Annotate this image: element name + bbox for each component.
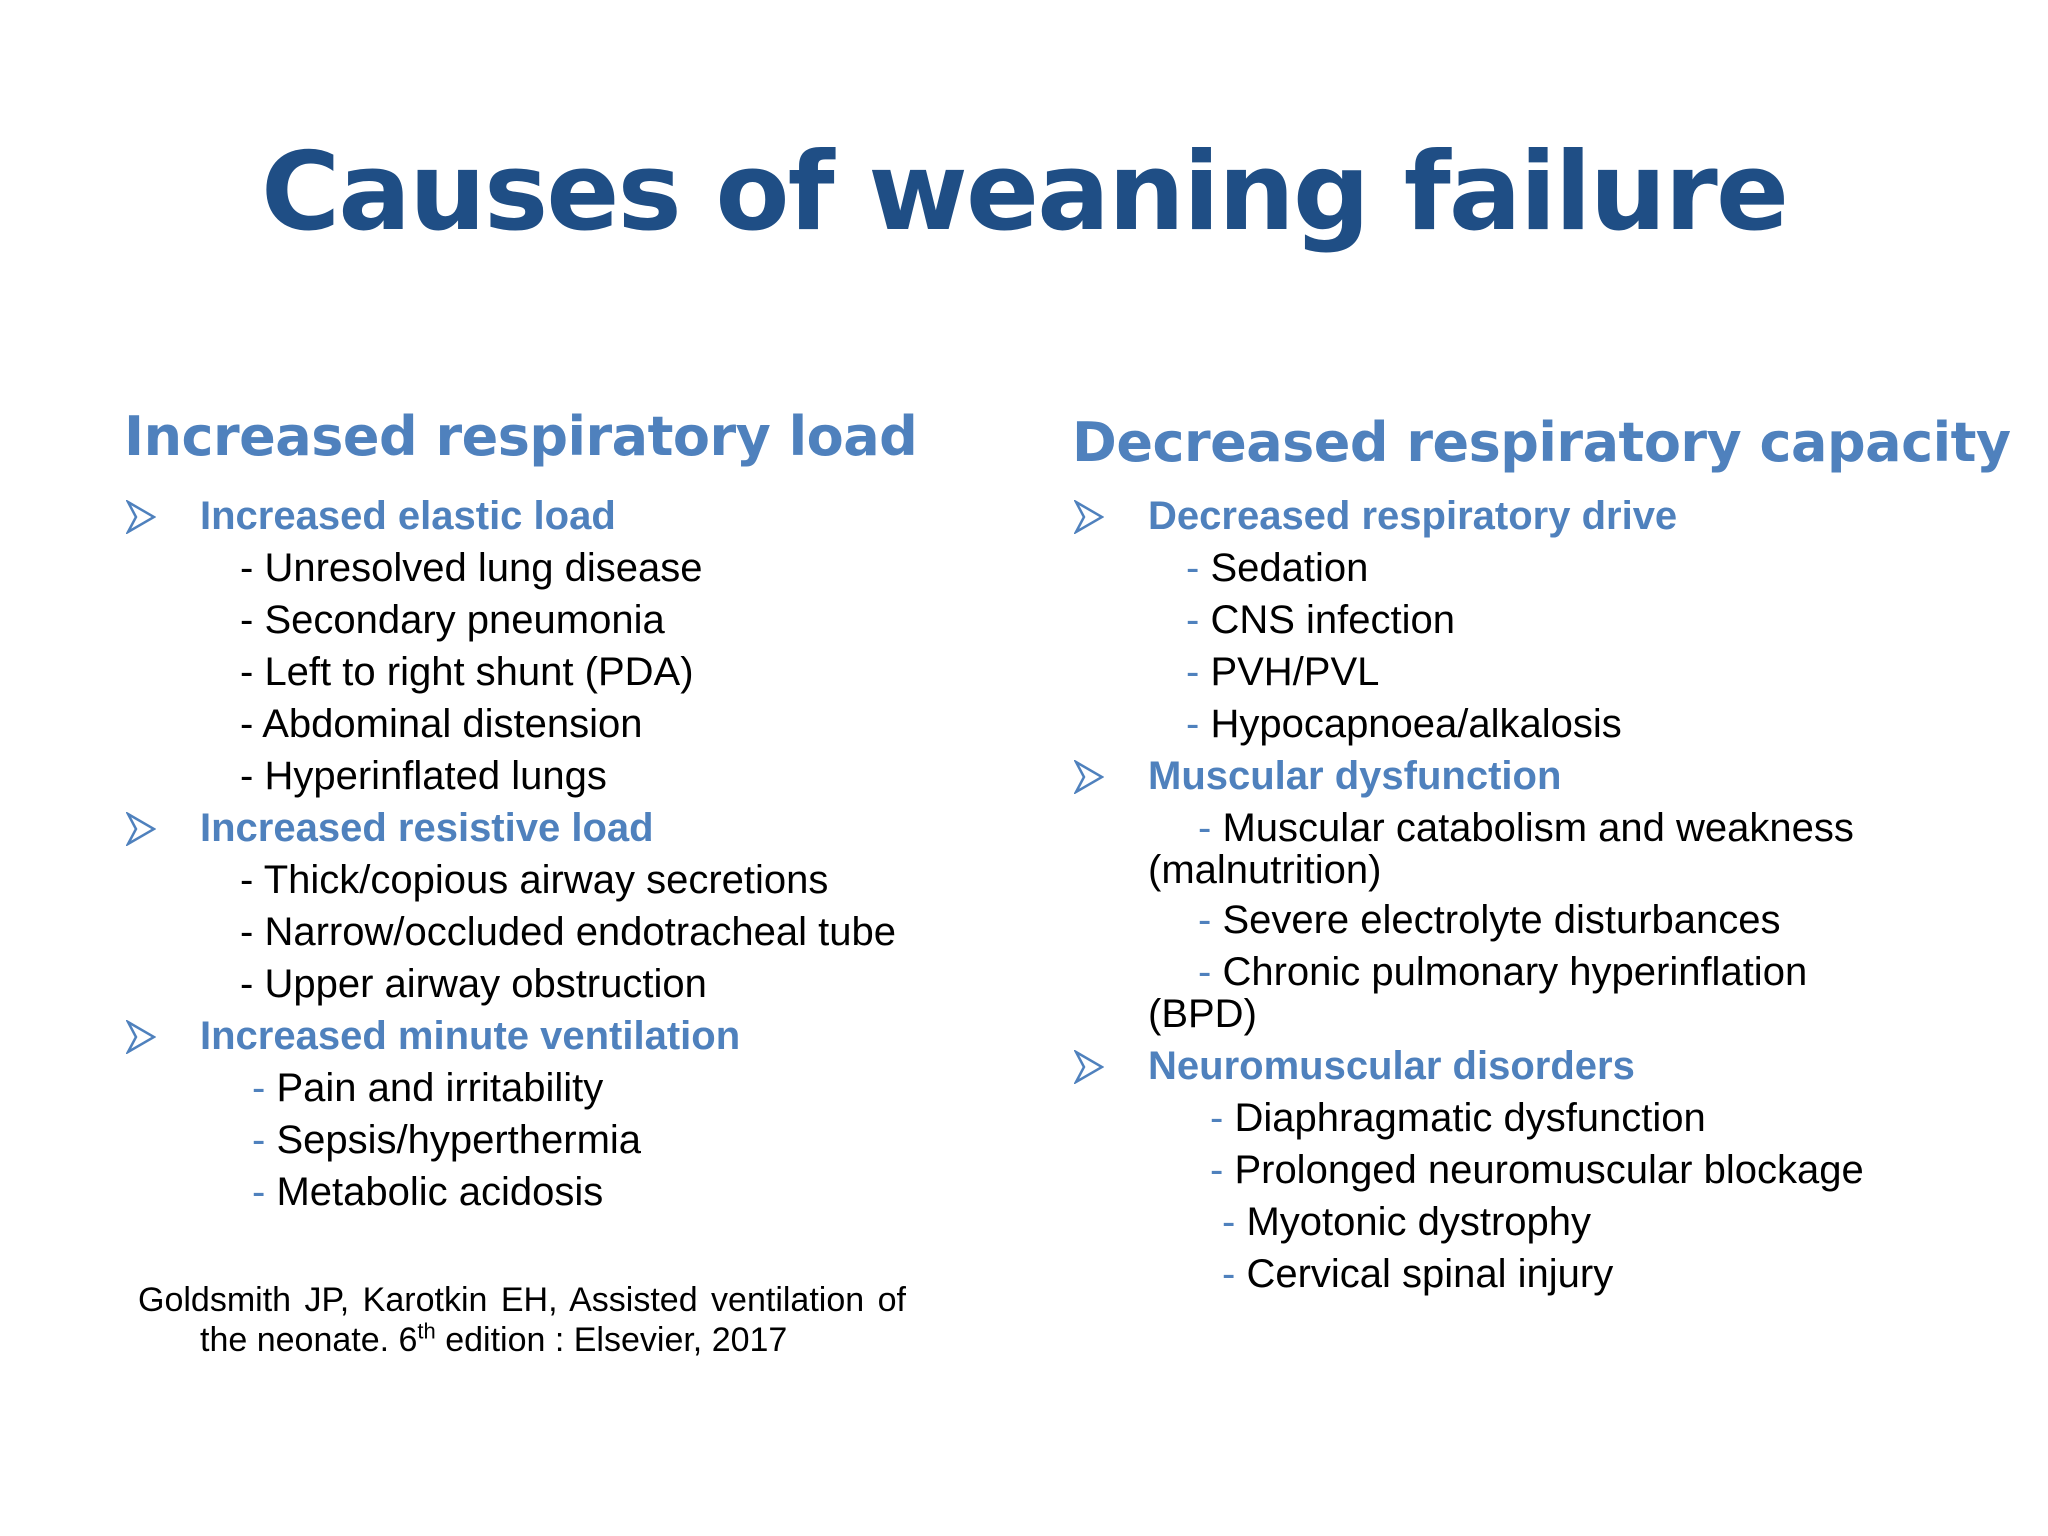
- left-section-3-label: Increased minute ventilation: [200, 1014, 741, 1058]
- right-section-1-item: - Sedation: [1186, 546, 1369, 590]
- right-section-1-item: - Hypocapnoea/alkalosis: [1186, 702, 1622, 746]
- citation-line-2: the neonate. 6th edition : Elsevier, 2017: [200, 1318, 788, 1359]
- right-section-3-label: Neuromuscular disorders: [1148, 1044, 1635, 1088]
- left-section-2-label: Increased resistive load: [200, 806, 654, 850]
- arrow-bullet-icon: [1074, 1050, 1104, 1084]
- right-section-2-item-continued: (BPD): [1148, 992, 1257, 1036]
- right-section-1-item: - CNS infection: [1186, 598, 1455, 642]
- left-section-3-item: - Sepsis/hyperthermia: [252, 1118, 642, 1162]
- right-section-2-item: - Severe electrolyte disturbances: [1198, 898, 1781, 942]
- slide-title: Causes of weaning failure: [260, 130, 1788, 255]
- left-section-1-item: - Left to right shunt (PDA): [240, 650, 694, 694]
- right-section-3-item: - Prolonged neuromuscular blockage: [1210, 1148, 1864, 1192]
- left-section-3-item: - Pain and irritability: [252, 1066, 604, 1110]
- left-section-3-item: - Metabolic acidosis: [252, 1170, 604, 1214]
- right-section-2-item: - Muscular catabolism and weakness: [1198, 806, 1854, 850]
- citation-line-1: Goldsmith JP, Karotkin EH, Assisted ventilation of: [138, 1281, 906, 1319]
- arrow-bullet-icon: [126, 812, 156, 846]
- left-section-2-item: - Upper airway obstruction: [240, 962, 707, 1006]
- right-column-heading: Decreased respiratory capacity: [1072, 411, 2011, 474]
- right-section-3-item: - Myotonic dystrophy: [1222, 1200, 1592, 1244]
- right-section-3-item: - Diaphragmatic dysfunction: [1210, 1096, 1706, 1140]
- left-section-1-item: - Abdominal distension: [240, 702, 643, 746]
- right-section-2-label: Muscular dysfunction: [1148, 754, 1562, 798]
- left-column-heading: Increased respiratory load: [124, 405, 918, 468]
- left-section-2-item: - Narrow/occluded endotracheal tube: [240, 910, 896, 954]
- arrow-bullet-icon: [126, 1020, 156, 1054]
- arrow-bullet-icon: [1074, 500, 1104, 534]
- right-section-3-item: - Cervical spinal injury: [1222, 1252, 1614, 1296]
- right-section-1-label: Decreased respiratory drive: [1148, 494, 1678, 538]
- right-section-1-item: - PVH/PVL: [1186, 650, 1380, 694]
- arrow-bullet-icon: [1074, 760, 1104, 794]
- right-section-2-item: - Chronic pulmonary hyperinflation: [1198, 950, 1808, 994]
- left-section-1-label: Increased elastic load: [200, 494, 616, 538]
- left-section-1-item: - Unresolved lung disease: [240, 546, 703, 590]
- citation: [138, 1280, 978, 1360]
- arrow-bullet-icon: [126, 500, 156, 534]
- left-section-1-item: - Hyperinflated lungs: [240, 754, 607, 798]
- left-section-2-item: - Thick/copious airway secretions: [240, 858, 829, 902]
- right-section-2-item-continued: (malnutrition): [1148, 848, 1382, 892]
- left-section-1-item: - Secondary pneumonia: [240, 598, 665, 642]
